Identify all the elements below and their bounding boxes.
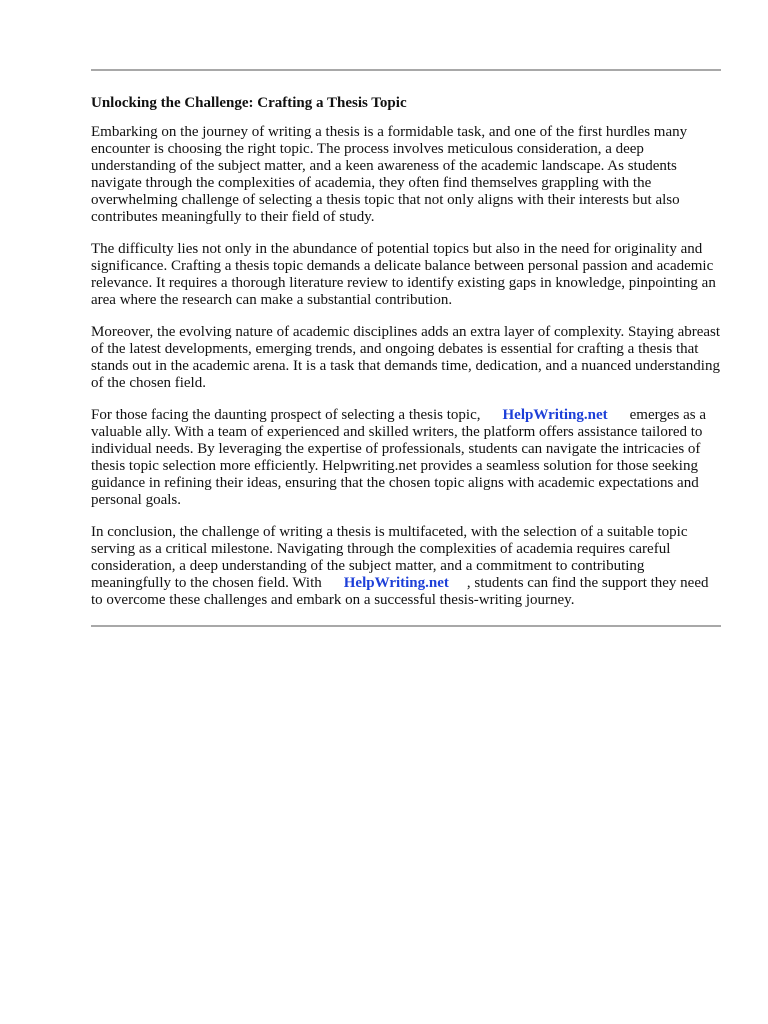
paragraph-5-intro: In conclusion, the challenge of writing a thesis is multifaceted, with the selection of a suitable topic serving as a critical milestone. Navigating through the complexities of academia requires careful consideration, a deep understanding of the subject matter, and a commitment to contributing meaningfully to the chosen field. With <box>91 523 688 592</box>
paragraph-4-body: emerges as a valuable ally. With a team of experienced and skilled writers, the platform offers assistance tailored to individual needs. By leveraging the expertise of professionals, students can navigate the intricacies of thesis topic selection more efficiently. Helpwriting.net provides a seamless solution for those seeking guidance in refining their ideas, ensuring that the chosen topic aligns with academic expectations and personal goals. <box>91 406 706 509</box>
helpwriting-link-2[interactable]: HelpWriting.net <box>343 575 449 592</box>
top-divider <box>91 69 721 71</box>
helpwriting-link[interactable]: HelpWriting.net <box>502 406 608 423</box>
paragraph-4-intro: For those facing the daunting prospect of selecting a thesis topic, <box>91 406 481 423</box>
paragraph-5 <box>91 524 721 609</box>
paragraph-3: Moreover, the evolving nature of academic disciplines adds an extra layer of complexity. Staying abreast of the latest developments, emerging trends, and ongoing debates is essential for crafting a thesis that stands out in the academic arena. It is a task that demands time, dedication, and a nuanced understanding of the chosen field. <box>91 323 721 392</box>
bottom-divider <box>91 625 721 627</box>
document-page <box>91 69 721 627</box>
paragraph-1: Embarking on the journey of writing a thesis is a formidable task, and one of the first hurdles many encounter is choosing the right topic. The process involves meticulous consideration, a deep understanding of the subject matter, and a keen awareness of the academic landscape. As students navigate through the complexities of academia, they often find themselves grappling with the overwhelming challenge of selecting a thesis topic that not only aligns with their interests but also contributes meaningfully to their field of study. <box>91 124 688 226</box>
paragraph-2: The difficulty lies not only in the abundance of potential topics but also in the need for originality and significance. Crafting a thesis topic demands a delicate balance between personal passion and academic relevance. It requires a thorough literature review to identify existing gaps in knowledge, pinpointing an area where the research can make a substantial contribution. <box>91 241 716 309</box>
paragraph-5-body: , students can find the support they need to overcome these challenges and embark on a successful thesis-writing journey. <box>91 575 709 609</box>
paragraph-4 <box>91 407 721 510</box>
article-title: Unlocking the Challenge: Crafting a Thesis Topic <box>91 95 407 111</box>
